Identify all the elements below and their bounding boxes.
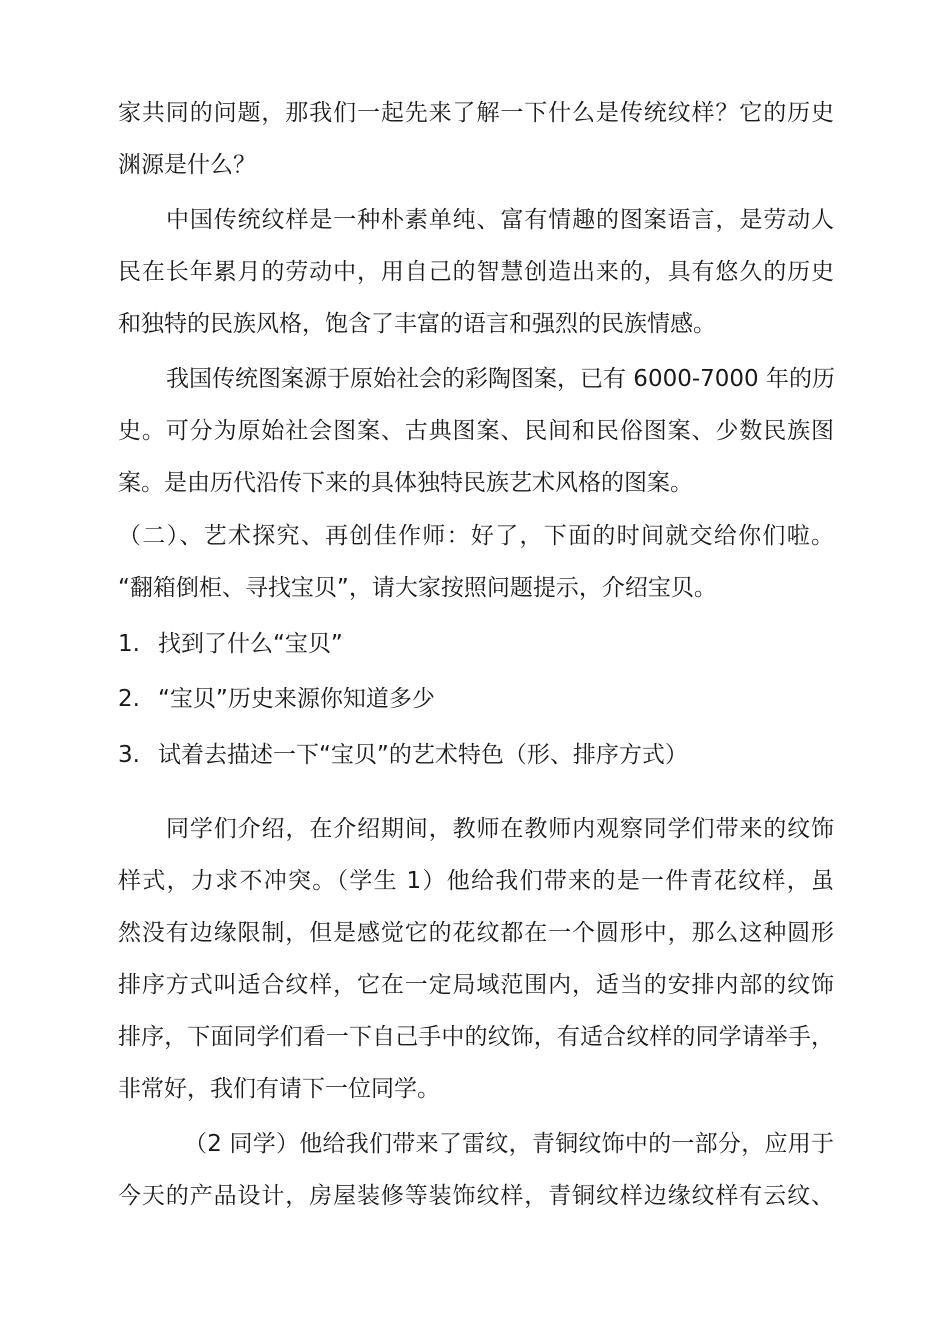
p6-line-2: 今天的产品设计，房屋装修等装饰纹样，青铜纹样边缘纹样有云纹、 [118, 1183, 834, 1209]
list-text: 找到了什么“宝贝” [158, 631, 343, 657]
p2-line-1: 中国传统纹样是一种朴素单纯、富有情趣的图案语言，是劳动人 [166, 207, 834, 233]
list-number: 2. [118, 686, 140, 712]
p3-line-2: 史。可分为原始社会图案、古典图案、民间和民俗图案、少数民族图 [118, 418, 834, 444]
list-item [118, 684, 435, 714]
p4-line-2: “翻箱倒柜、寻找宝贝”，请大家按照问题提示，介绍宝贝。 [118, 575, 717, 601]
list-number: 3. [118, 742, 140, 768]
p1-line-2: 渊源是什么？ [118, 152, 256, 178]
p4-line-1: （二）、艺术探究、再创佳作师：好了，下面的时间就交给你们啦。 [118, 523, 834, 549]
p5-line-4: 排序方式叫适合纹样，它在一定局域范围内，适当的安排内部的纹饰 [118, 972, 834, 998]
p2-line-2: 民在长年累月的劳动中，用自己的智慧创造出来的，具有悠久的历史 [118, 259, 834, 285]
p2-line-3: 和独特的民族风格，饱含了丰富的语言和强烈的民族情感。 [118, 311, 716, 337]
p6-line-1: （2 同学）他给我们带来了雷纹，青铜纹饰中的一部分，应用于 [184, 1131, 834, 1157]
list-item [118, 629, 343, 659]
p5-line-3: 然没有边缘限制，但是感觉它的花纹都在一个圆形中，那么这种圆形 [118, 920, 834, 946]
list-text: 试着去描述一下“宝贝”的艺术特色（形、排序方式） [158, 742, 688, 768]
p3-line-3: 案。是由历代沿传下来的具体独特民族艺术风格的图案。 [118, 470, 693, 496]
p5-line-5: 排序，下面同学们看一下自己手中的纹饰，有适合纹样的同学请举手， [118, 1024, 834, 1050]
list-text: “宝贝”历史来源你知道多少 [158, 686, 435, 712]
p5-line-6: 非常好，我们有请下一位同学。 [118, 1076, 440, 1102]
list-item [118, 740, 688, 770]
p1-line-1: 家共同的问题，那我们一起先来了解一下什么是传统纹样？它的历史 [118, 100, 834, 126]
list-number: 1. [118, 631, 140, 657]
p5-line-1: 同学们介绍，在介绍期间，教师在教师内观察同学们带来的纹饰 [166, 816, 834, 842]
p3-line-1: 我国传统图案源于原始社会的彩陶图案，已有 6000-7000 年的历 [166, 366, 835, 392]
p5-line-2: 样式，力求不冲突。（学生 1）他给我们带来的是一件青花纹样，虽 [118, 868, 834, 894]
